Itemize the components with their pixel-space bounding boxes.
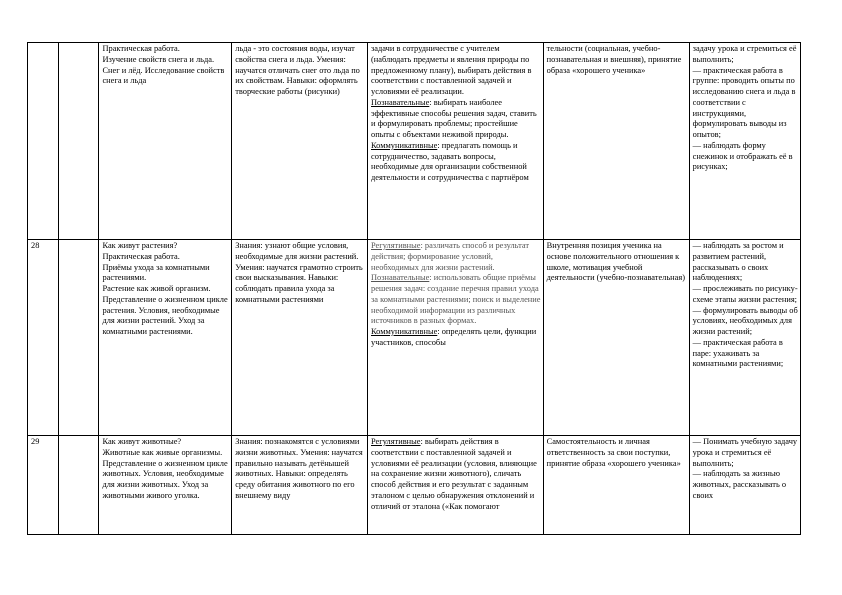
topic-line: Практическая работа. <box>102 44 180 53</box>
activities-cell <box>689 240 800 436</box>
topic-line: Растение как живой организм. Представление о жизненном цикле растения. Условия, необходимые для жизни растений. Уход за комнатными растениями. <box>102 284 228 336</box>
activity-line: — наблюдать за жизнью животных, рассказывать о своих <box>692 469 787 500</box>
uud-text: : предлагать помощь и сотрудничество, задавать вопросы, необходимые для организации собственной деятельности и сотрудничества с партнёром <box>371 140 529 182</box>
personal-results-cell: Самостоятельность и личная ответственность за свои поступки, принятие образа «хорошего ученика» <box>543 436 689 535</box>
uud-label: Регулятивные <box>371 241 421 250</box>
activity-line: — наблюдать за ростом и развитием растений, рассказывать о своих наблюдениях; <box>692 241 784 283</box>
uud-text: : выбирать действия в соответствии с поставленной задачей и условиями её реализации (условия, влияющие на сохранение жизни животного), сличать способ действия и его результат с заданным эталоном с целью обнаружения отклонений и отличий от эталона («Как помогают <box>371 437 537 511</box>
uud-paragraph <box>371 44 541 98</box>
uud-label: Регулятивные <box>371 437 421 446</box>
uud-paragraph <box>371 327 541 349</box>
uud-paragraph <box>371 98 541 141</box>
activity-line: — практическая работа в группе: проводить опыты по исследованию снега и льда в соответствии с инструкциями, формулировать выводы из опытов; <box>692 65 796 139</box>
uud-label: Коммуникативные <box>371 140 438 150</box>
activity-line: задачу урока и стремиться её выполнить; <box>692 44 797 64</box>
uud-paragraph <box>371 241 541 273</box>
activities-cell <box>689 436 800 535</box>
topic-cell <box>99 240 232 436</box>
blank-cell <box>58 240 99 436</box>
activity-line: — практическая работа в паре: ухаживать за комнатными растениями; <box>692 337 784 369</box>
table-row <box>28 436 801 535</box>
lesson-number-cell: 29 <box>28 436 59 535</box>
topic-line: Как живут растения? <box>102 241 178 250</box>
topic-line: Приёмы ухода за комнатными растениями. <box>102 262 210 283</box>
activities-cell <box>689 43 800 240</box>
knowledge-cell: Знания: узнают общие условия, необходимые для жизни растений. Умения: научатся грамотно строить свои высказывания. Навыки: соблюдать правила ухода за комнатными растениями <box>232 240 368 436</box>
topic-line: Изучение свойств снега и льда. <box>102 54 215 64</box>
knowledge-cell: Знания: познакомятся с условиями жизни животных. Умения: научатся правильно называть детёнышей животных. Навыки: определять среду обитания животного по его внешнему виду <box>232 436 368 535</box>
topic-line: Практическая работа. <box>102 251 180 261</box>
table-row <box>28 240 801 436</box>
lesson-plan-table <box>27 42 801 535</box>
uud-paragraph <box>371 141 541 184</box>
uud-label: Коммуникативные <box>371 327 438 336</box>
uud-text: : использовать общие приёмы решения задач: создание перечня правил ухода за комнатными растениями; поиск и выделение необходимой информации из различных источников в разных формах. <box>371 273 541 326</box>
lesson-number-cell <box>28 43 59 240</box>
blank-cell <box>58 43 99 240</box>
topic-line: Животные как живые организмы. Представление о жизненном цикле животных. Условия, необходимые для жизни животных. Уход за животными живого уголка. <box>102 447 228 500</box>
uud-cell <box>368 240 544 436</box>
uud-paragraph <box>371 437 541 512</box>
uud-text: : определять цели, функции участников, способы <box>371 327 537 347</box>
uud-text: : различать способ и результат действия; формирование условий, необходимых для жизни растений. <box>371 241 530 272</box>
personal-results-cell: Внутренняя позиция ученика на основе положительного отношения к школе, мотивация учебной деятельности (учебно-познавательная) <box>543 240 689 436</box>
topic-cell <box>99 43 232 240</box>
uud-paragraph <box>371 273 541 327</box>
uud-text: : выбирать наиболее эффективные способы решения задач, ставить и формулировать проблемы; простейшие опыты с объектами неживой природы. <box>371 97 537 139</box>
topic-cell <box>99 436 232 535</box>
uud-cell <box>368 436 544 535</box>
activity-line: — наблюдать форму снежинок и отображать её в рисунках; <box>692 140 793 172</box>
uud-cell <box>368 43 544 240</box>
uud-text: задачи в сотрудничестве с учителем (наблюдать предметы и явления природы по предложенному плану), выбирать действия в соответствии с поставленной задачей и условиями её реализации. <box>371 44 532 96</box>
topic-line: Как живут животные? <box>102 437 182 446</box>
topic-line: Снег и лёд. Исследование свойств снега и льда <box>102 65 225 86</box>
activity-line: — формулировать выводы об условиях, необходимых для жизни растений; <box>692 305 798 336</box>
blank-cell <box>58 436 99 535</box>
uud-label: Познавательные <box>371 273 430 283</box>
table-row <box>28 43 801 240</box>
uud-label: Познавательные <box>371 97 430 107</box>
lesson-number-cell: 28 <box>28 240 59 436</box>
activity-line: — прослеживать по рисунку-схеме этапы жизни растения; <box>692 284 798 304</box>
personal-results-cell: тельности (социальная, учебно-познавательная и внешняя), принятие образа «хорошего ученика» <box>543 43 689 240</box>
activity-line: — Понимать учебную задачу урока и стремиться её выполнить; <box>692 437 798 468</box>
knowledge-cell: льда - это состояния воды, изучат свойства снега и льда. Умения: научатся отличать снег ото льда по их свойствам. Навыки: оформлять творческие работы (рисунки) <box>232 43 368 240</box>
